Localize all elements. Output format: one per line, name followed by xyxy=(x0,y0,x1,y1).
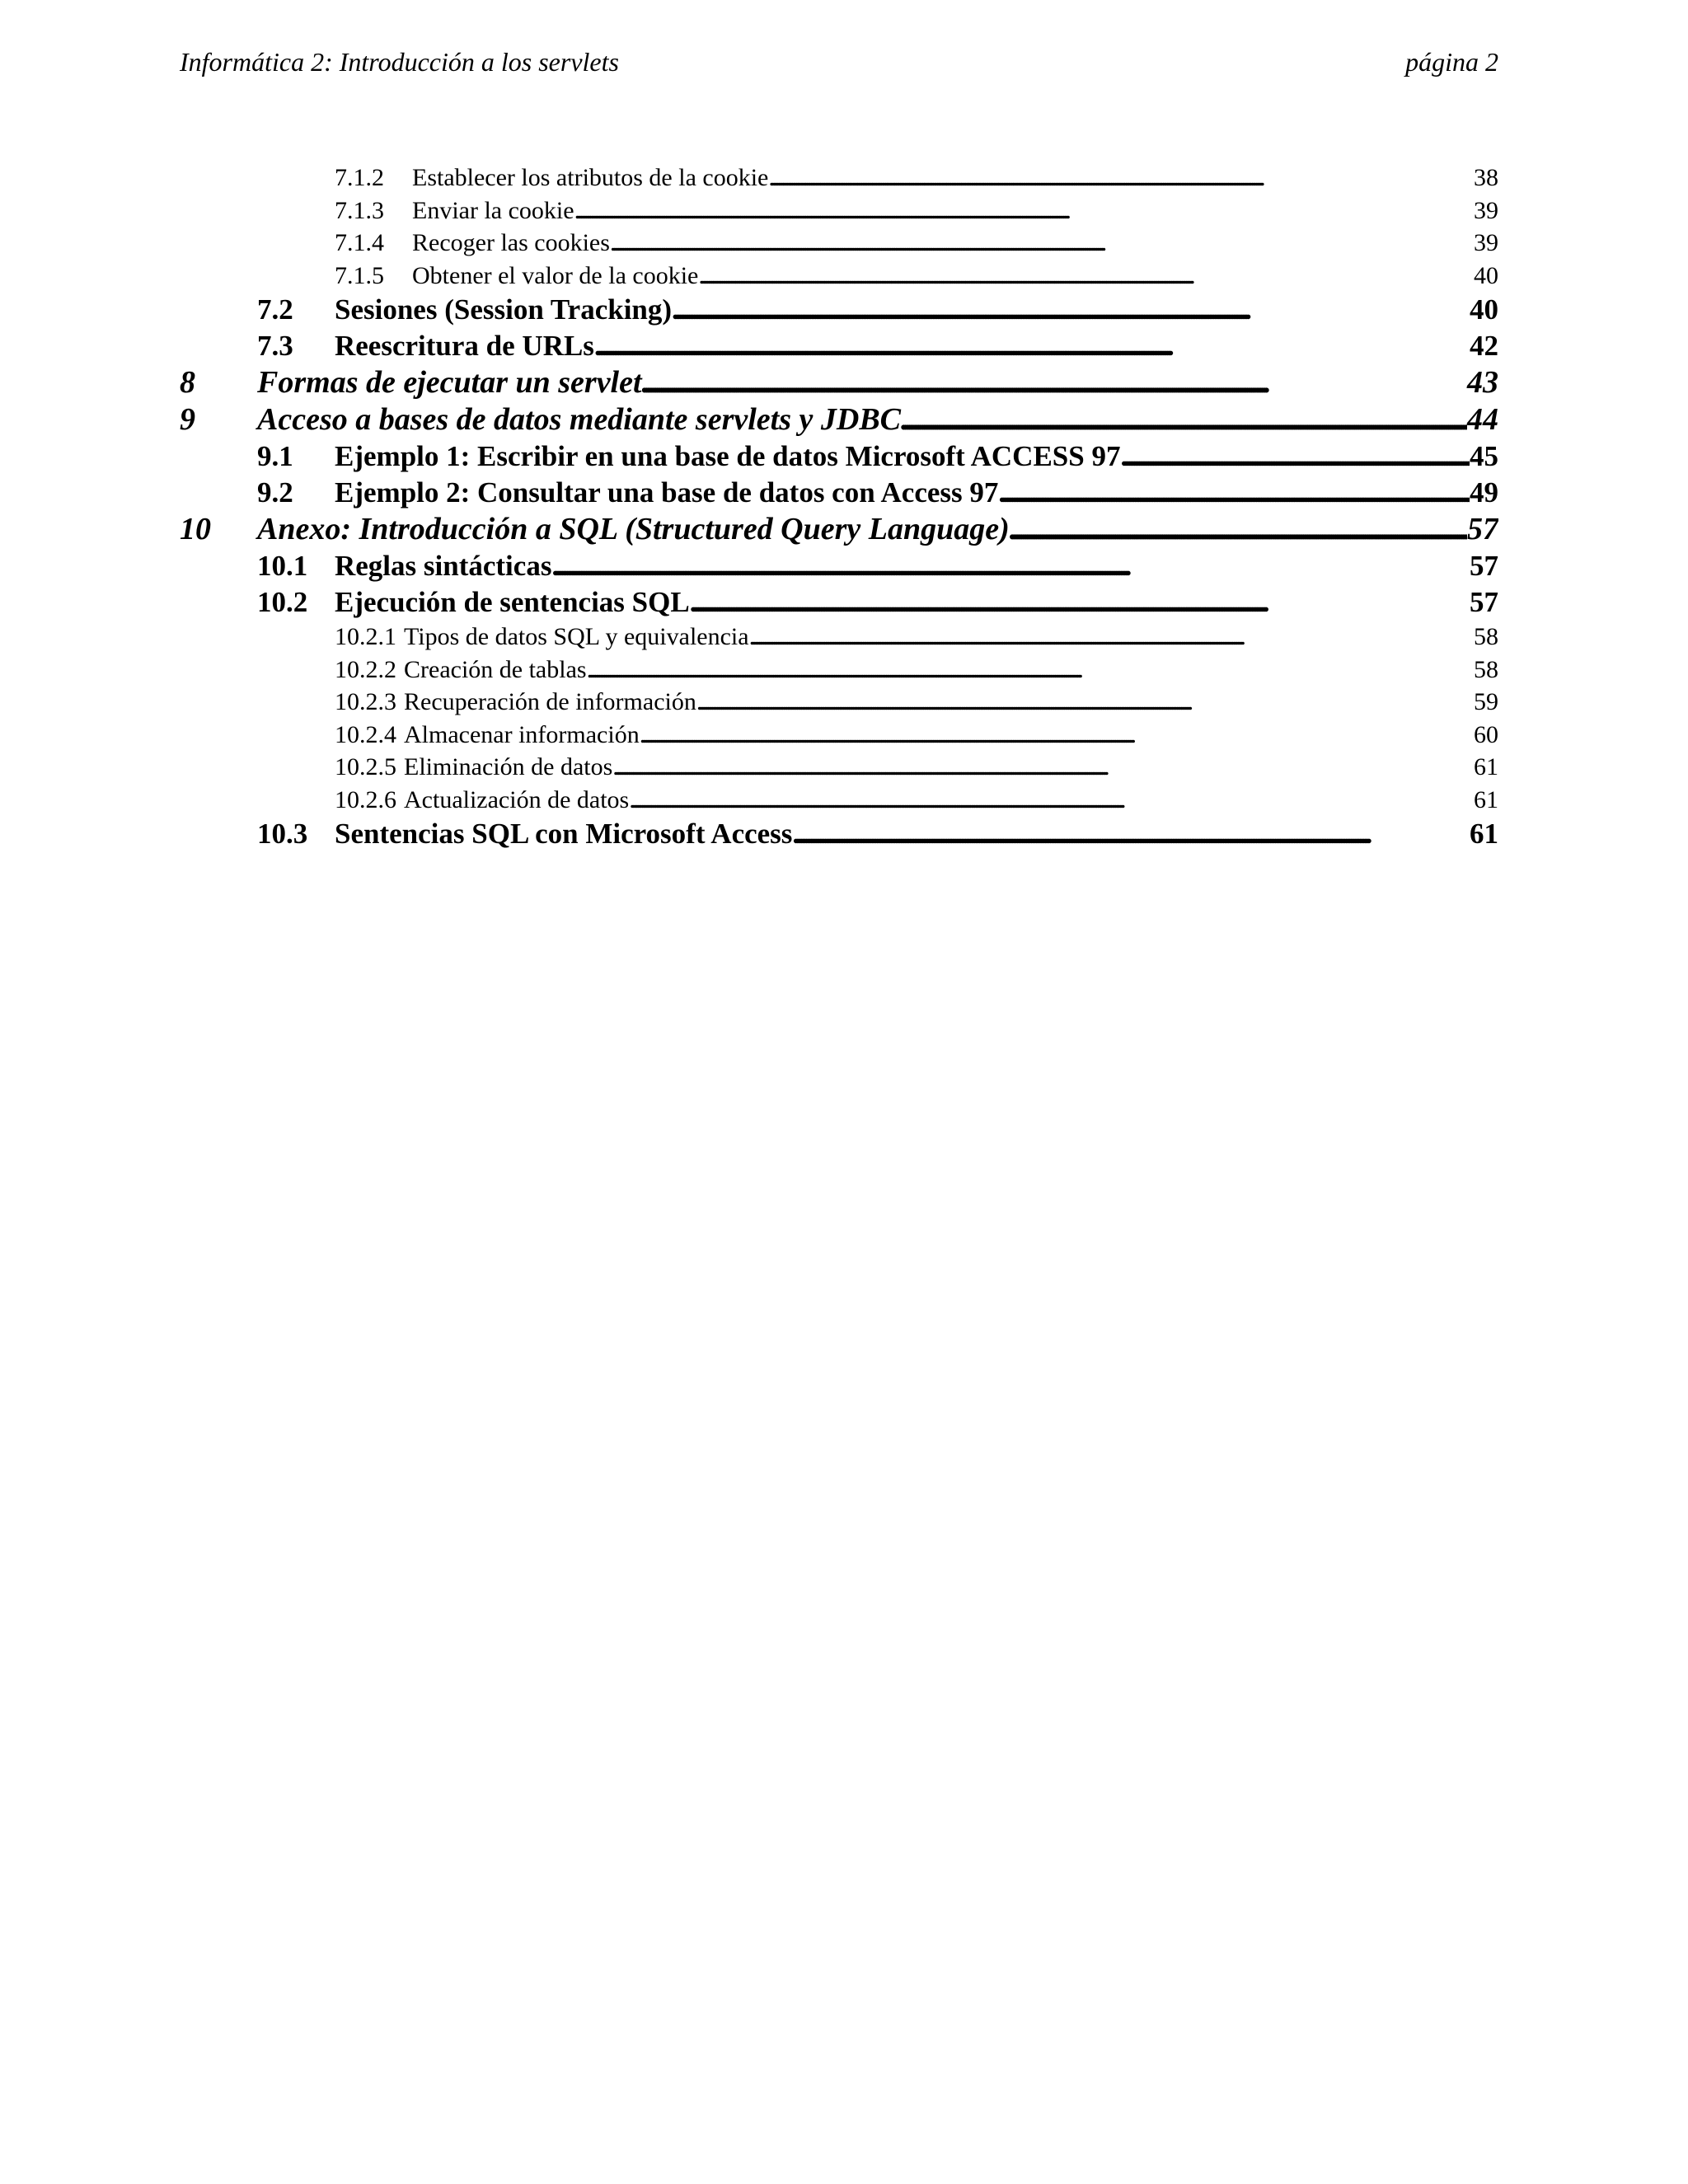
toc-entry-number: 9 xyxy=(180,402,195,437)
toc-entry-number: 7.1.5 xyxy=(335,261,384,289)
page-header xyxy=(180,43,1498,81)
toc-dot-leader xyxy=(574,194,1474,227)
toc-dot-leader xyxy=(749,621,1474,654)
toc-dot-leader xyxy=(610,227,1474,260)
toc-entry-title: Establecer los atributos de la cookie xyxy=(412,164,769,191)
toc-entry-number: 10.2.5 xyxy=(335,753,396,780)
toc-entry-title: Ejecución de sentencias SQL xyxy=(335,586,690,618)
toc-entry-title: Ejemplo 1: Escribir en una base de datos Microsoft ACCESS 97 xyxy=(335,440,1121,472)
toc-dot-leader xyxy=(612,751,1474,784)
toc-entry-page: 58 xyxy=(1474,623,1498,650)
toc-entry-number: 7.1.2 xyxy=(335,164,384,191)
toc-dot-leader xyxy=(696,686,1474,719)
toc-entry-number: 10 xyxy=(180,512,211,546)
toc-entry-title: Anexo: Introducción a SQL (Structured Query Language) xyxy=(257,512,1010,546)
toc-entry[interactable] xyxy=(180,511,1498,548)
toc-entry[interactable] xyxy=(180,654,1498,687)
toc-entry-number: 10.2.6 xyxy=(335,785,396,813)
toc-entry-number: 10.2 xyxy=(257,586,308,618)
toc-entry[interactable] xyxy=(180,438,1498,475)
toc-entry-number: 9.1 xyxy=(257,440,293,472)
toc-entry-page: 60 xyxy=(1474,720,1498,748)
toc-entry[interactable] xyxy=(180,621,1498,654)
toc-entry-page: 39 xyxy=(1474,196,1498,224)
toc-entry-page: 61 xyxy=(1470,818,1498,850)
toc-entry-title: Creación de tablas xyxy=(404,655,587,683)
toc-entry-number: 10.2.4 xyxy=(335,720,396,748)
toc-entry-title: Reglas sintácticas xyxy=(335,550,552,582)
toc-entry-page: 38 xyxy=(1474,164,1498,191)
toc-entry-number: 10.2.1 xyxy=(335,623,396,650)
toc-entry-page: 57 xyxy=(1470,550,1498,582)
toc-entry-title: Formas de ejecutar un servlet xyxy=(257,365,642,400)
toc-entry[interactable] xyxy=(180,292,1498,328)
toc-entry-page: 57 xyxy=(1470,586,1498,618)
toc-dot-leader xyxy=(768,162,1474,194)
toc-entry-page: 61 xyxy=(1474,753,1498,780)
toc-entry-number: 10.1 xyxy=(257,550,308,582)
toc-entry[interactable] xyxy=(180,816,1498,852)
toc-entry-title: Sesiones (Session Tracking) xyxy=(335,293,673,326)
toc-entry-title: Tipos de datos SQL y equivalencia xyxy=(404,623,749,650)
toc-entry-number: 7.1.3 xyxy=(335,196,384,224)
toc-dot-leader xyxy=(698,260,1474,293)
toc-entry[interactable] xyxy=(180,686,1498,719)
toc-entry-page: 44 xyxy=(1467,402,1498,437)
toc-entry-title: Sentencias SQL con Microsoft Access xyxy=(335,818,793,850)
toc-entry-title: Recuperación de información xyxy=(404,688,696,715)
toc-dot-leader xyxy=(792,816,1470,852)
toc-entry[interactable] xyxy=(180,328,1498,364)
toc-entry-page: 42 xyxy=(1470,330,1498,362)
toc-dot-leader xyxy=(551,548,1470,584)
toc-dot-leader xyxy=(587,654,1474,687)
toc-entry-page: 43 xyxy=(1467,365,1498,400)
toc-entry-title: Obtener el valor de la cookie xyxy=(412,261,699,289)
document-title: Informática 2: Introducción a los servlets xyxy=(180,47,619,77)
toc-dot-leader xyxy=(642,364,1467,401)
toc-entry-page: 45 xyxy=(1470,440,1498,472)
toc-entry-page: 40 xyxy=(1470,293,1498,326)
toc-entry-title: Recoger las cookies xyxy=(412,229,610,256)
toc-entry[interactable] xyxy=(180,751,1498,784)
toc-dot-leader xyxy=(1010,511,1467,548)
toc-dot-leader xyxy=(640,719,1474,752)
toc-entry-title: Enviar la cookie xyxy=(412,196,574,224)
toc-dot-leader xyxy=(1120,438,1470,475)
toc-entry-number: 7.2 xyxy=(257,293,293,326)
toc-dot-leader xyxy=(672,292,1470,328)
toc-entry-title: Almacenar información xyxy=(404,720,640,748)
toc-entry[interactable] xyxy=(180,548,1498,584)
toc-entry-number: 9.2 xyxy=(257,476,293,509)
toc-entry[interactable] xyxy=(180,784,1498,817)
toc-dot-leader xyxy=(594,328,1470,364)
toc-entry[interactable] xyxy=(180,194,1498,227)
toc-entry-number: 10.3 xyxy=(257,818,308,850)
toc-entry-number: 8 xyxy=(180,365,195,400)
toc-entry[interactable] xyxy=(180,401,1498,438)
toc-entry-page: 39 xyxy=(1474,229,1498,256)
toc-dot-leader xyxy=(998,475,1470,511)
toc-entry-page: 49 xyxy=(1470,476,1498,509)
toc-entry-title: Ejemplo 2: Consultar una base de datos con Access 97 xyxy=(335,476,999,509)
toc-entry-number: 7.1.4 xyxy=(335,229,384,256)
page-number: página 2 xyxy=(1405,47,1498,77)
toc-entry-page: 58 xyxy=(1474,655,1498,683)
toc-entry-title: Eliminación de datos xyxy=(404,753,613,780)
table-of-contents xyxy=(180,162,1498,852)
toc-entry-title: Reescritura de URLs xyxy=(335,330,594,362)
toc-entry[interactable] xyxy=(180,227,1498,260)
toc-entry-page: 57 xyxy=(1467,512,1498,546)
toc-entry-page: 61 xyxy=(1474,785,1498,813)
toc-entry[interactable] xyxy=(180,584,1498,621)
toc-entry[interactable] xyxy=(180,162,1498,194)
toc-entry[interactable] xyxy=(180,364,1498,401)
toc-entry-page: 59 xyxy=(1474,688,1498,715)
toc-dot-leader xyxy=(629,784,1474,817)
toc-entry-number: 10.2.3 xyxy=(335,688,396,715)
toc-entry-page: 40 xyxy=(1474,261,1498,289)
toc-entry-number: 7.3 xyxy=(257,330,293,362)
toc-dot-leader xyxy=(901,401,1467,438)
toc-dot-leader xyxy=(690,584,1470,621)
toc-entry-title: Acceso a bases de datos mediante servlets y JDBC xyxy=(257,402,902,437)
toc-entry-number: 10.2.2 xyxy=(335,655,396,683)
toc-entry[interactable] xyxy=(180,260,1498,293)
toc-entry[interactable] xyxy=(180,475,1498,511)
toc-entry-title: Actualización de datos xyxy=(404,785,630,813)
toc-entry[interactable] xyxy=(180,719,1498,752)
